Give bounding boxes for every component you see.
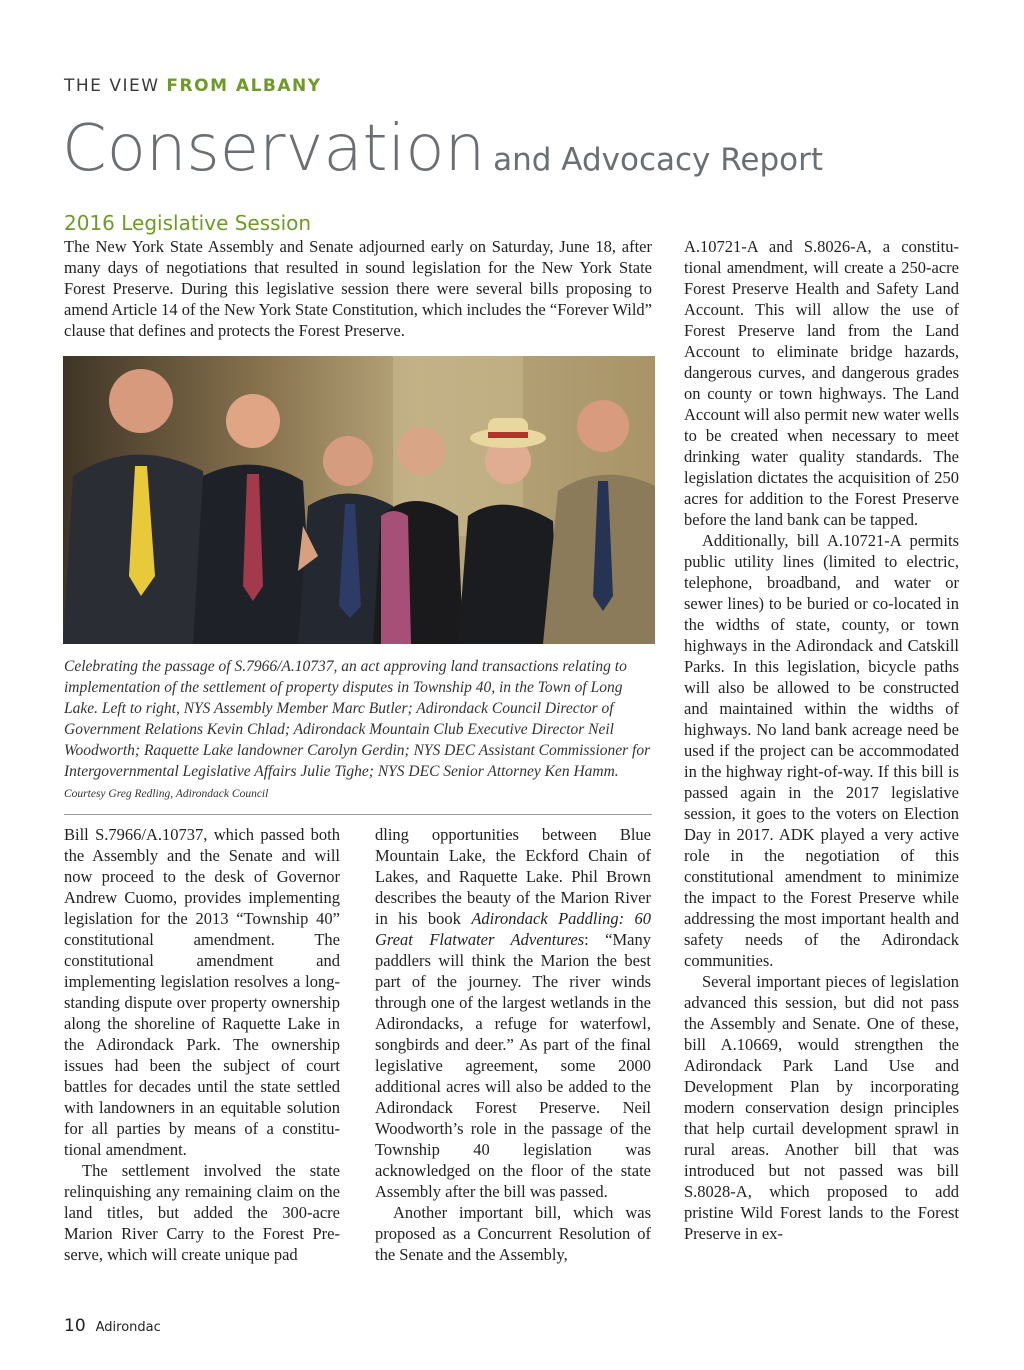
article-column-2 — [375, 824, 651, 1265]
publication-name: Adirondac — [95, 1320, 161, 1335]
column3-paragraph-3: Several important pieces of legislation advanced this session, but did not pass the Assembly and Senate. One of these, bill A.10669, would strengthen the Adirondack Park Land Use and Development Plan by incorporating modern conservation design principles that help curtail development sprawl in rural areas. Another bill that was introduced but not passed was bill S.8028-A, which proposed to add pristine Wild Forest lands to the Forest Preserve in ex- — [684, 972, 959, 1243]
kicker-plain: THE VIEW — [64, 76, 167, 96]
column3-paragraph-1: A.10721-A and S.8026-A, a constitutional amendment, will create a 250-acre Forest Preserve Health and Safety Land Account. This will allow the use of Forest Preserve land from the Land Account to eliminate bridge hazards, dangerous curves, and dangerous grades on county or town highways. The Land Account will also permit new water wells to be created when necessary to meet drinking water quality standards. The legislation dictates the acquisition of 250 acres for addition to the Forest Preserve before the land bank can be tapped. — [684, 237, 959, 529]
column2-text-a: dling opportunities between Blue Mountain Lake, the Eckford Chain of Lakes, and Raquette Lake. Phil Brown describes the beauty of the Marion River in his book — [375, 825, 651, 928]
title-small: and Advocacy Report — [493, 142, 823, 178]
page-footer — [64, 1316, 161, 1336]
caption-text: Celebrating the passage of S.7966/A.10737, an act approving land transactions relating to implementation of the settlement of property disputes in Township 40, in the Town of Long Lake. Left to right, NYS Assembly Member Marc Butler; Adirondack Council Director of Government Relations Kevin Chlad; Adirondack Mountain Club Executive Director Neil Woodworth; Raquette Lake landowner Carolyn Gerdin; NYS DEC Assistant Commissioner for Intergovernmental Legislative Affairs Julie Tighe; NYS DEC Senior Attorney Ken Hamm. — [64, 658, 651, 780]
kicker-accent: FROM ALBANY — [166, 76, 322, 96]
photo-caption — [64, 656, 652, 805]
page-title — [62, 112, 823, 186]
section-kicker — [64, 76, 322, 96]
intro-paragraph: The New York State Assembly and Senate adjourned early on Saturday, June 18, after many days of negotiations that resulted in sound legislation for the New York State Forest Preserve. During this legislative session there were several bills proposing to amend Article 14 of the New York State Constitution, which includes the “Forever Wild” clause that defines and protects the Forest Preserve. — [64, 237, 652, 340]
caption-divider — [64, 814, 652, 815]
column2-paragraph-2: Another important bill, which was proposed as a Concurrent Resolution of the Senate and the Assembly, — [375, 1203, 651, 1264]
group-photo-illustration — [63, 356, 655, 644]
title-big: Conservation — [62, 112, 486, 186]
column2-paragraph-1 — [375, 824, 651, 1202]
section-heading: 2016 Legislative Session — [64, 211, 312, 235]
column1-paragraph-1: Bill S.7966/A.10737, which passed both the Assembly and the Senate and will now proceed to the desk of Governor Andrew Cuomo, provides implementing legislation for the 2013 “Township 40” constitutional amendment. The constitutional amendment and implementing legislation resolves a long-standing dispute over property ownership along the shoreline of Raquette Lake in the Adirondack Park. The ownership issues had been the subject of court battles for decades until the state settled with landowners in an equitable solution for all parties by means of a constitutional amendment. — [64, 825, 340, 1159]
article-column-3 — [684, 236, 959, 1244]
photo-credit: Courtesy Greg Redling, Adirondack Council — [64, 788, 269, 800]
article-column-1 — [64, 824, 340, 1265]
page-number: 10 — [64, 1316, 86, 1336]
book-title: Adirondack Paddling: 60 Great Flatwater Adventures — [375, 909, 651, 949]
column2-text-b: : “Many paddlers will think the Marion the best part of the journey. The river winds through one of the largest wetlands in the Adirondacks, a refuge for waterfowl, songbirds and deer.” As part of the final legislative agreement, some 2000 additional acres will also be added to the Adirondack Forest Preserve. Neil Woodworth’s role in the passage of the Township 40 legislation was acknowledged on the floor of the state Assembly after the bill was passed. — [375, 930, 651, 1201]
group-photo — [63, 356, 655, 644]
column1-paragraph-2: The settlement involved the state relinquishing any remaining claim on the land titles, but added the 300-acre Marion River Carry to the Forest Preserve, which will create unique pad — [64, 1161, 340, 1264]
column3-paragraph-2: Additionally, bill A.10721-A permits public utility lines (limited to electric, telephone, broadband, and water or sewer lines) to be buried or co-located in the widths of state, county, or town highways in the Adirondack and Catskill Parks. In this legislation, bicycle paths will also be allowed to be constructed and maintained within the widths of highways. No land bank acreage need be used if the project can be accommodated in the highway right-of-way. If this bill is passed again in the 2017 legislative session, it goes to the voters on Election Day in 2017. ADK played a very active role in the negotiation of this constitutional amendment to minimize the impact to the Forest Preserve while addressing the most important health and safety needs of the Adirondack communities. — [684, 531, 959, 970]
